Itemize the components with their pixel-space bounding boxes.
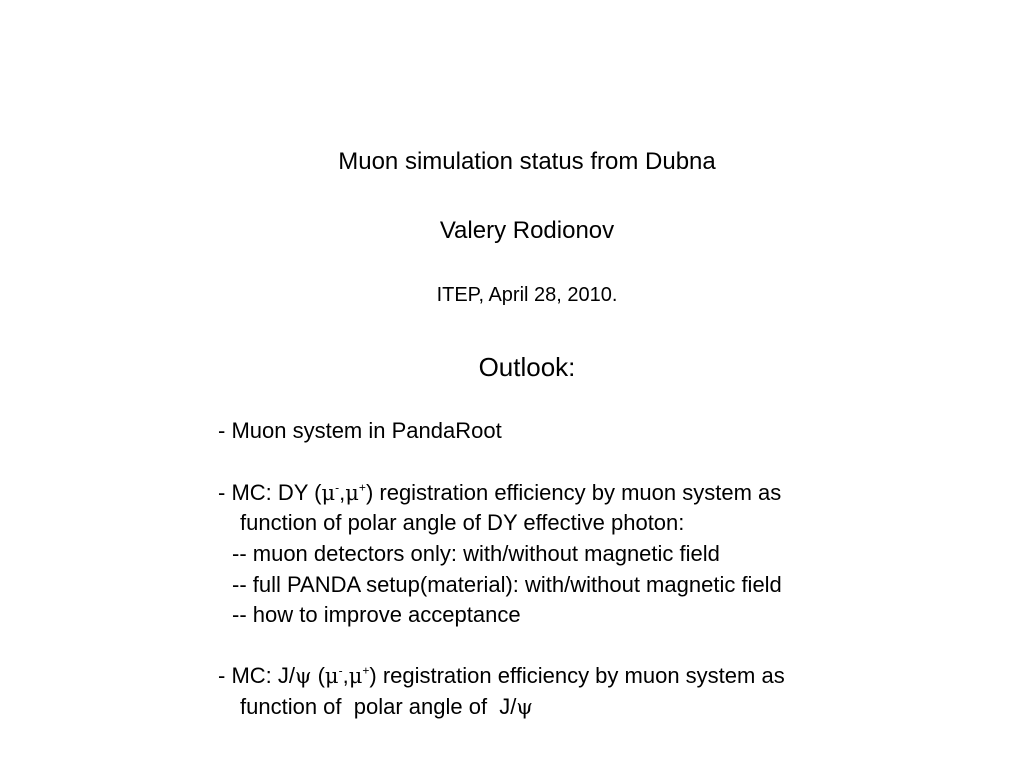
outlook-subitem-full-setup: -- full PANDA setup(material): with/without magnetic field (232, 572, 782, 597)
plus-superscript: + (358, 480, 366, 495)
plus-superscript: + (362, 663, 370, 678)
jpsi-prefix: - MC: J/ (218, 663, 295, 688)
author-name: Valery Rodionov (439, 217, 615, 244)
jpsi-cont-text: function of polar angle of J/ (240, 694, 517, 719)
outlook-item-jpsi-efficiency (218, 663, 785, 689)
outlook-item-dy-efficiency (218, 480, 781, 506)
mu-symbol: μ (345, 481, 359, 505)
outlook-item-muon-system: - Muon system in PandaRoot (218, 418, 502, 443)
outlook-subitem-acceptance: -- how to improve acceptance (232, 602, 521, 627)
outlook-heading: Outlook: (478, 352, 576, 382)
minus-superscript: - (338, 663, 343, 678)
outlook-item-dy-continuation: function of polar angle of DY effective photon: (240, 510, 685, 535)
minus-superscript: - (335, 480, 340, 495)
dy-suffix: ) registration efficiency by muon system as (365, 480, 782, 505)
slide-title: Muon simulation status from Dubna (338, 148, 716, 175)
psi-symbol: ψ (295, 664, 312, 688)
jpsi-suffix: ) registration efficiency by muon system as (369, 663, 785, 688)
comma: , (339, 480, 346, 505)
venue-date: ITEP, April 28, 2010. (436, 284, 618, 306)
mu-symbol: μ (324, 664, 339, 688)
outlook-item-jpsi-continuation (240, 694, 533, 720)
outlook-subitem-muon-detectors: -- muon detectors only: with/without magnetic field (232, 541, 720, 566)
psi-symbol: ψ (516, 695, 533, 719)
mu-symbol: μ (321, 481, 336, 505)
dy-prefix: - MC: DY ( (218, 480, 322, 505)
open-paren: ( (311, 663, 325, 688)
comma: , (342, 663, 349, 688)
mu-symbol: μ (348, 664, 363, 688)
